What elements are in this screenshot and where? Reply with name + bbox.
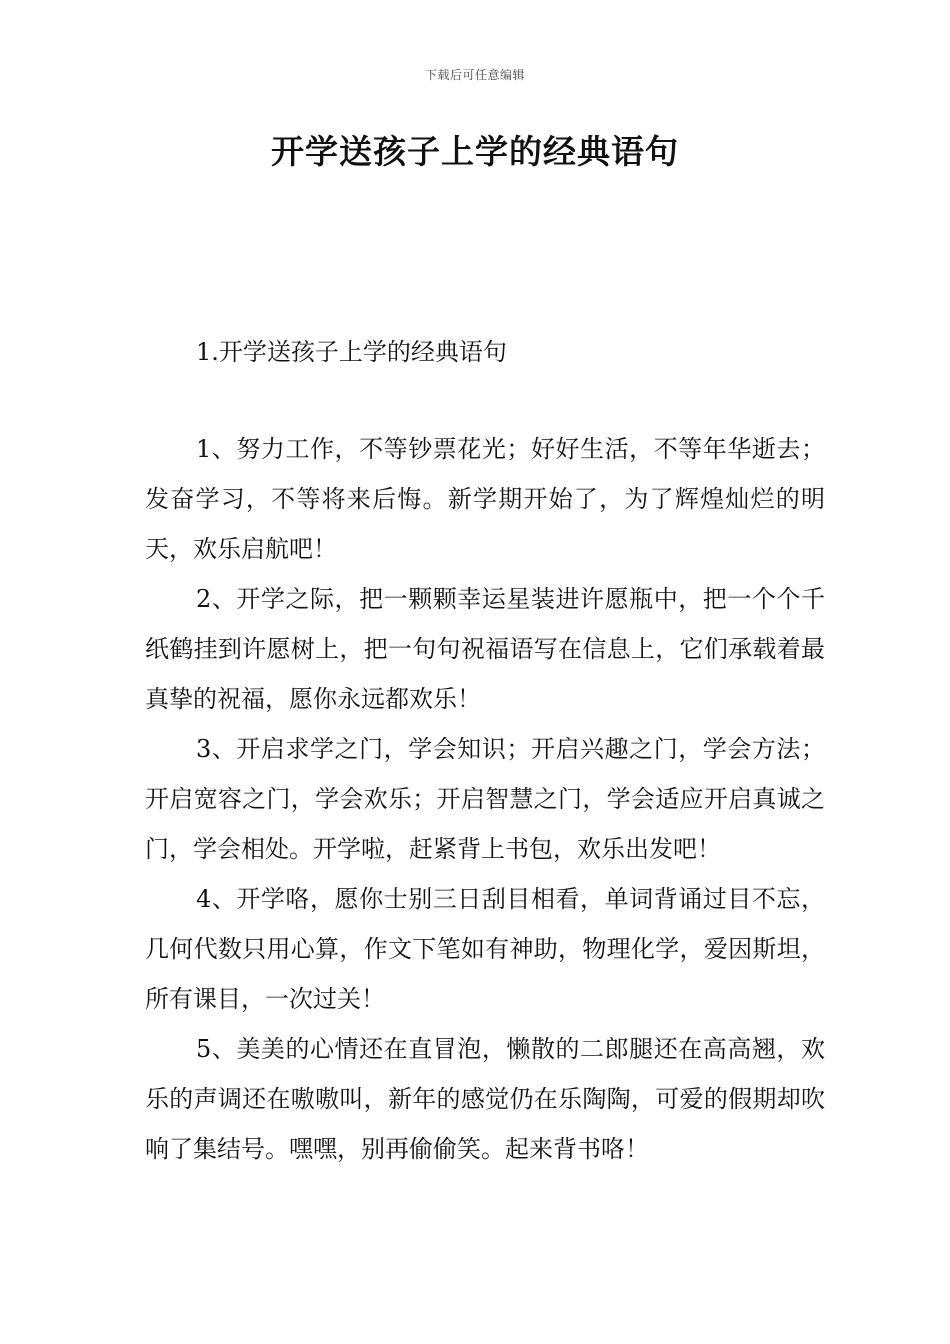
paragraph-4: 4、开学咯，愿你士别三日刮目相看，单词背诵过目不忘，几何代数只用心算，作文下笔如有神助，物理化学，爱因斯坦，所有课目，一次过关！ — [145, 885, 825, 1013]
paragraph-1: 1、努力工作，不等钞票花光；好好生活，不等年华逝去；发奋学习，不等将来后悔。新学期开始了，为了辉煌灿烂的明天，欢乐启航吧！ — [145, 435, 825, 563]
document-title: 开学送孩子上学的经典语句 — [271, 132, 679, 171]
paragraph-5: 5、美美的心情还在直冒泡，懒散的二郎腿还在高高翘，欢乐的声调还在嗷嗷叫，新年的感觉仍在乐陶陶，可爱的假期却吹响了集结号。嘿嘿，别再偷偷笑。起来背书咯！ — [145, 1035, 825, 1163]
paragraph-2: 2、开学之际，把一颗颗幸运星装进许愿瓶中，把一个个千纸鹤挂到许愿树上，把一句句祝福语写在信息上，它们承载着最真挚的祝福，愿你永远都欢乐！ — [145, 585, 825, 713]
section-heading: 1.开学送孩子上学的经典语句 — [196, 338, 507, 366]
document-body — [145, 424, 825, 1174]
paragraph-3: 3、开启求学之门，学会知识；开启兴趣之门，学会方法；开启宽容之门，学会欢乐；开启智慧之门，学会适应开启真诚之门，学会相处。开学啦，赶紧背上书包，欢乐出发吧！ — [145, 735, 825, 863]
header-note: 下载后可任意编辑 — [424, 68, 525, 82]
